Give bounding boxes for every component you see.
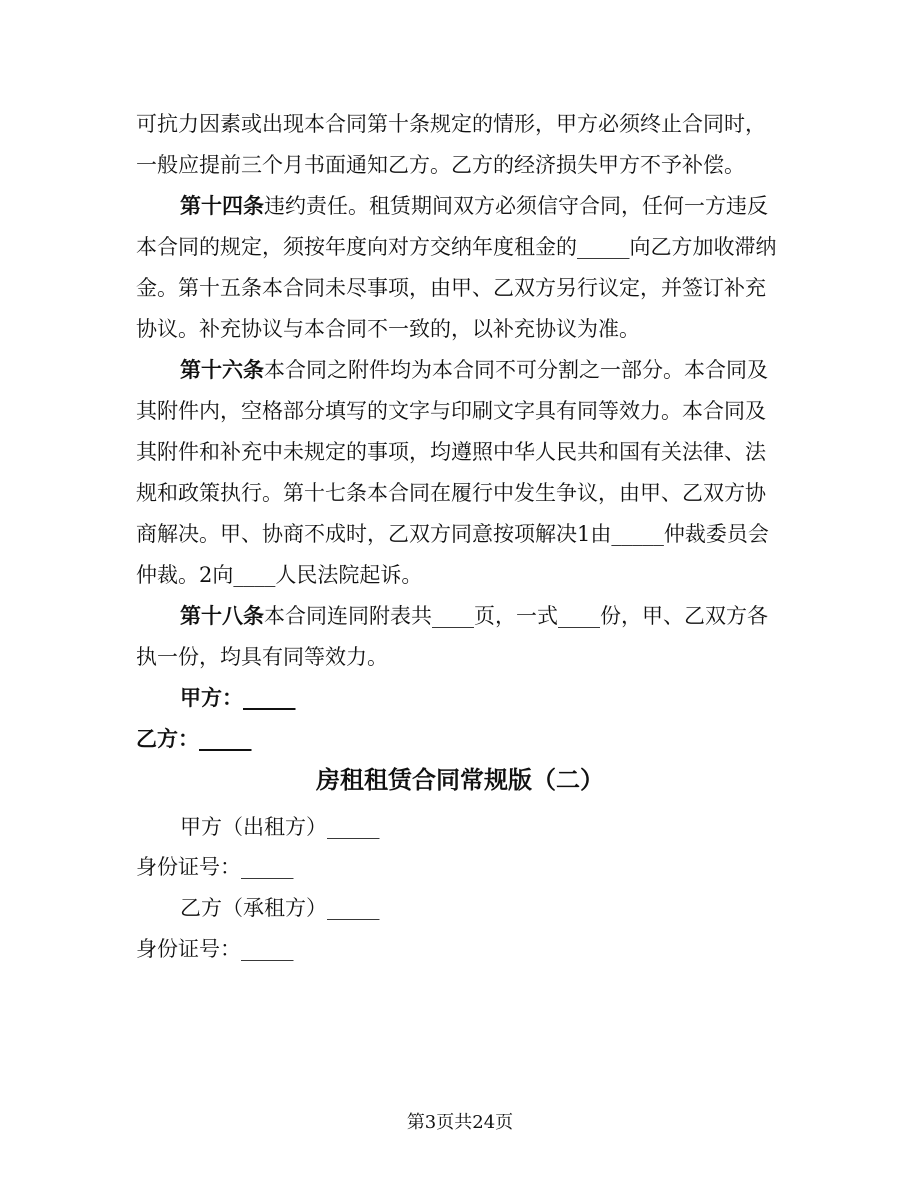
section-title: 房租租赁合同常规版（二） (316, 765, 604, 794)
article-text: 本合同之附件均为本合同不可分割之一部分。本合同及 (264, 358, 768, 382)
paragraph-line: 仲裁。2向____人民法院起诉。 (136, 563, 423, 587)
article-text: 违约责任。租赁期间双方必须信守合同，任何一方违反 (264, 194, 768, 218)
article-18-line (180, 602, 768, 630)
article-16-line (180, 356, 768, 384)
lessee-id-field: 身份证号：_____ (136, 937, 294, 961)
paragraph-line: 金。第十五条本合同未尽事项，由甲、乙双方另行议定，并签订补充 (136, 276, 766, 300)
article-text: 本合同连同附表共____页，一式____份，甲、乙双方各 (264, 604, 768, 628)
paragraph-line: 规和政策执行。第十七条本合同在履行中发生争议，由甲、乙双方协 (136, 481, 766, 505)
paragraph-line: 其附件内，空格部分填写的文字与印刷文字具有同等效力。本合同及 (136, 399, 766, 423)
paragraph-line: 可抗力因素或出现本合同第十条规定的情形，甲方必须终止合同时， (136, 112, 766, 136)
paragraph-line: 协议。补充协议与本合同不一致的，以补充协议为准。 (136, 317, 640, 341)
article-14-line (180, 192, 768, 220)
lessee-field: 乙方（承租方）_____ (180, 896, 380, 920)
lessor-field: 甲方（出租方）_____ (180, 815, 380, 839)
party-b-signature: 乙方：_____ (136, 726, 252, 751)
paragraph-line: 一般应提前三个月书面通知乙方。乙方的经济损失甲方不予补偿。 (136, 153, 745, 177)
paragraph-line: 执一份，均具有同等效力。 (136, 645, 388, 669)
lessor-id-field: 身份证号：_____ (136, 855, 294, 879)
article-heading: 第十八条 (180, 603, 264, 628)
page-number: 第3页共24页 (406, 1112, 514, 1133)
paragraph-line: 本合同的规定，须按年度向对方交纳年度租金的_____向乙方加收滞纳 (136, 235, 777, 259)
party-a-signature: 甲方：_____ (180, 685, 296, 710)
paragraph-line: 商解决。甲、协商不成时，乙双方同意按项解决1由_____仲裁委员会 (136, 522, 769, 546)
article-heading: 第十四条 (180, 193, 264, 218)
paragraph-line: 其附件和补充中未规定的事项，均遵照中华人民共和国有关法律、法 (136, 440, 766, 464)
article-heading: 第十六条 (180, 357, 264, 382)
